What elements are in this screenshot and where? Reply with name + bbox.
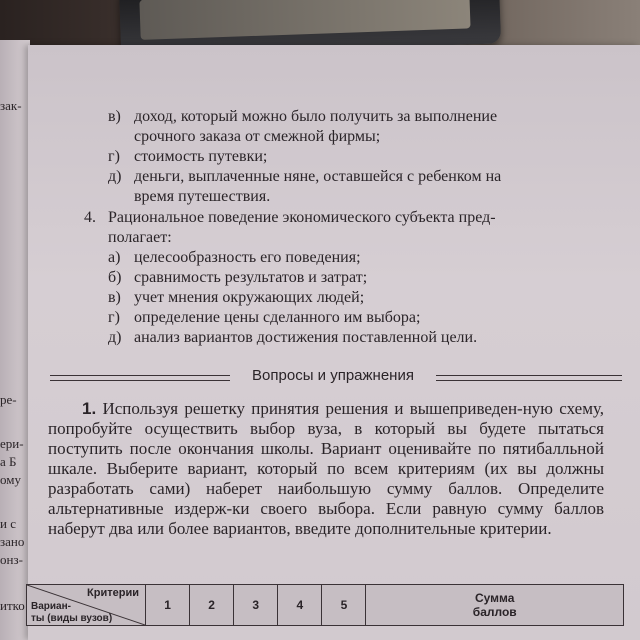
decision-grid-table <box>26 584 624 626</box>
option-item: б) сравнимость результатов и затрат; <box>108 269 368 286</box>
column-header: 1 <box>146 585 190 626</box>
left-page-edge <box>0 40 30 640</box>
column-header: 3 <box>234 585 278 626</box>
left-fragment: ому <box>0 472 21 487</box>
left-fragment: зано <box>0 534 25 549</box>
variants-label: Вариан- ты (виды вузов) <box>31 601 113 624</box>
left-fragment: ре- <box>0 392 17 407</box>
left-fragment: а Б <box>0 454 17 469</box>
left-fragment: ери- <box>0 436 24 451</box>
book-page <box>28 45 640 640</box>
list-item: г) стоимость путевки; <box>108 148 268 165</box>
list-item: в) доход, который можно было получить за выполнение <box>108 108 498 125</box>
list-item-continuation: срочного заказа от смежной фирмы; <box>134 128 381 145</box>
option-item: в) учет мнения окружающих людей; <box>108 289 365 306</box>
column-header: 2 <box>190 585 234 626</box>
criteria-label: Критерии <box>87 587 139 599</box>
option-item: д) анализ вариантов достижения поставленной цели. <box>108 329 478 346</box>
section-heading: Вопросы и упражнения <box>252 367 414 384</box>
option-item: г) определение цены сделанного им выбора; <box>108 309 421 326</box>
column-header: 4 <box>278 585 322 626</box>
table-corner-cell <box>27 585 146 626</box>
sum-column-header: Сумма баллов <box>366 585 624 626</box>
phone-screen <box>139 0 470 40</box>
option-item: а) целесообразность его поведения; <box>108 249 361 266</box>
list-item-continuation: время путешествия. <box>134 188 271 205</box>
question-4-continuation: полагает: <box>108 229 172 246</box>
left-fragment: зак- <box>0 98 22 113</box>
exercise-1: 1. Используя решетку принятия решения и вышеприведен-ную схему, попробуйте осуществить выбор вуза, в который вы будете пытаться поступить после окончания школы. Вариант оценивайте по пятибалльной шкале. Выберите вариант, который по всем критериям (их вы должны разработать сами) наберет наибольшую сумму баллов. Определите альтернативные издерж-ки своего выбора. Если равную сумму баллов наберут два или более вариантов, введите дополнительные критерии. <box>48 399 604 538</box>
left-fragment: итко <box>0 598 25 613</box>
question-4: 4. Рациональное поведение экономического субъекта пред- <box>84 209 496 226</box>
list-item: д) деньги, выплаченные няне, оставшейся с ребенком на <box>108 168 502 185</box>
heading-rule-right <box>436 375 622 381</box>
column-header: 5 <box>322 585 366 626</box>
left-fragment: и с <box>0 516 16 531</box>
heading-rule-left <box>50 375 230 381</box>
left-fragment: онз- <box>0 552 23 567</box>
